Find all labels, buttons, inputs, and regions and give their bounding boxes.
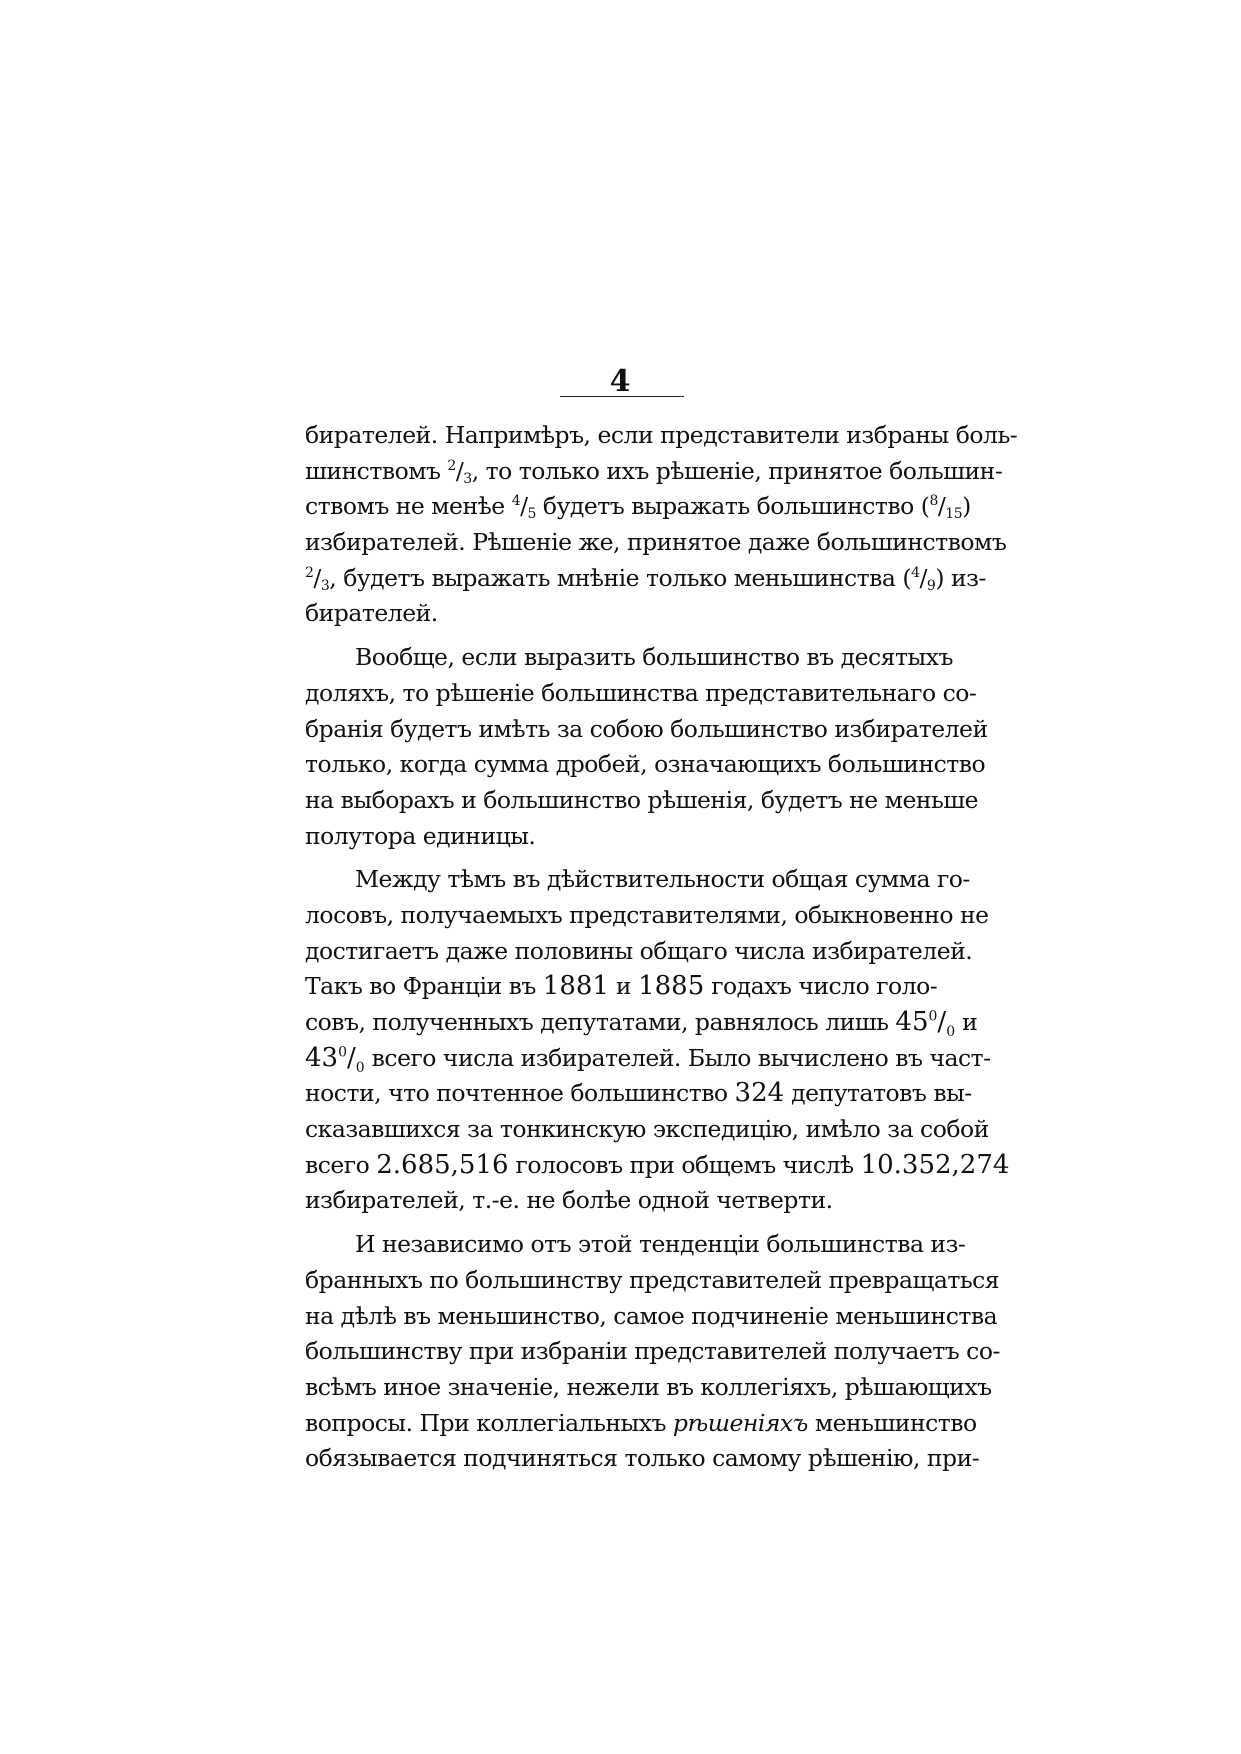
text-line: ности, что почтенное большинство 324 депутатовъ вы-: [305, 1078, 972, 1109]
paragraph: [305, 1227, 1000, 1477]
text-line: полутора единицы.: [305, 821, 536, 850]
paragraph: [305, 418, 1018, 632]
text-line: бирателей.: [305, 599, 438, 628]
italic-word: рѣшеніяхъ: [672, 1408, 808, 1437]
text-line: вопросы. При коллегіальныхъ рѣшеніяхъ меньшинство: [305, 1408, 977, 1437]
text-line: бранныхъ по большинству представителей превращаться: [305, 1265, 1000, 1294]
percent-sign: $^0/_0$: [928, 1007, 956, 1041]
text-line: Вообще, если выразить большинство въ десятыхъ: [355, 643, 953, 672]
text-line: всѣмъ иное значеніе, нежели въ коллегіяхъ, рѣшающихъ: [305, 1372, 992, 1401]
text-line: всего 2.685,516 голосовъ при общемъ числѣ 10.352,274: [305, 1149, 1010, 1180]
text-line: на дѣлѣ въ меньшинство, самое подчиненіе меньшинства: [305, 1301, 998, 1330]
text-line: только, когда сумма дробей, означающихъ большинство: [305, 750, 986, 779]
text-line: ствомъ не менѣе $^4$/5 будетъ выражать большинство ($^8$/15): [305, 492, 971, 523]
page-number-rule: [560, 396, 684, 397]
text-line: лосовъ, получаемыхъ представителями, обыкновенно не: [305, 900, 989, 929]
text-line: Между тѣмъ въ дѣйствительности общая сумма го-: [355, 865, 970, 894]
fraction: $^2$/3: [447, 456, 472, 487]
paragraph: [305, 862, 1010, 1219]
text-line: бранія будетъ имѣть за собою большинство избирателей: [305, 714, 988, 743]
text-line: $^2$/3, будетъ выражать мнѣніе только меньшинства ($^4$/9) из-: [305, 563, 986, 594]
text-line: бирателей. Напримѣръ, если представители избраны боль-: [305, 421, 1018, 449]
text-line: сказавшихся за тонкинскую экспедицію, имѣло за собой: [305, 1115, 989, 1144]
text-line: $43^0/_0$ всего числа избирателей. Было вычислено въ част-: [305, 1042, 991, 1076]
text-line: обязывается подчиняться только самому рѣшенію, при-: [305, 1444, 980, 1473]
fraction: $^8$/15: [929, 492, 963, 523]
text-line: И независимо отъ этой тенденціи большинства из-: [355, 1230, 966, 1259]
page-number: 4: [609, 364, 631, 399]
text-line: достигаетъ даже половины общаго числа избирателей.: [305, 936, 973, 965]
fraction: $^4$/9: [911, 563, 936, 594]
percent-sign: $^0/_0$: [338, 1042, 365, 1076]
text-line: избирателей, т.-е. не болѣе одной четверти.: [305, 1186, 833, 1215]
fraction: $^2$/3: [305, 563, 330, 594]
text-line: доляхъ, то рѣшеніе большинства представительнаго со-: [305, 678, 977, 707]
text-line: совъ, полученныхъ депутатами, равнялось лишь $45^0/_0$ и: [305, 1007, 978, 1041]
text-line: шинствомъ $^2$/3, то только ихъ рѣшеніе, принятое большин-: [305, 456, 1003, 487]
text-line: большинству при избраніи представителей получаетъ со-: [305, 1337, 1000, 1366]
fraction: $^4$/5: [511, 492, 536, 523]
paragraph: [305, 640, 988, 854]
body-text: [305, 418, 1018, 1477]
text-line: на выборахъ и большинство рѣшенія, будетъ не меньше: [305, 785, 979, 814]
text-line: избирателей. Рѣшеніе же, принятое даже большинствомъ: [305, 528, 1007, 557]
text-line: Такъ во Франціи въ 1881 и 1885 годахъ число голо-: [305, 971, 938, 1002]
